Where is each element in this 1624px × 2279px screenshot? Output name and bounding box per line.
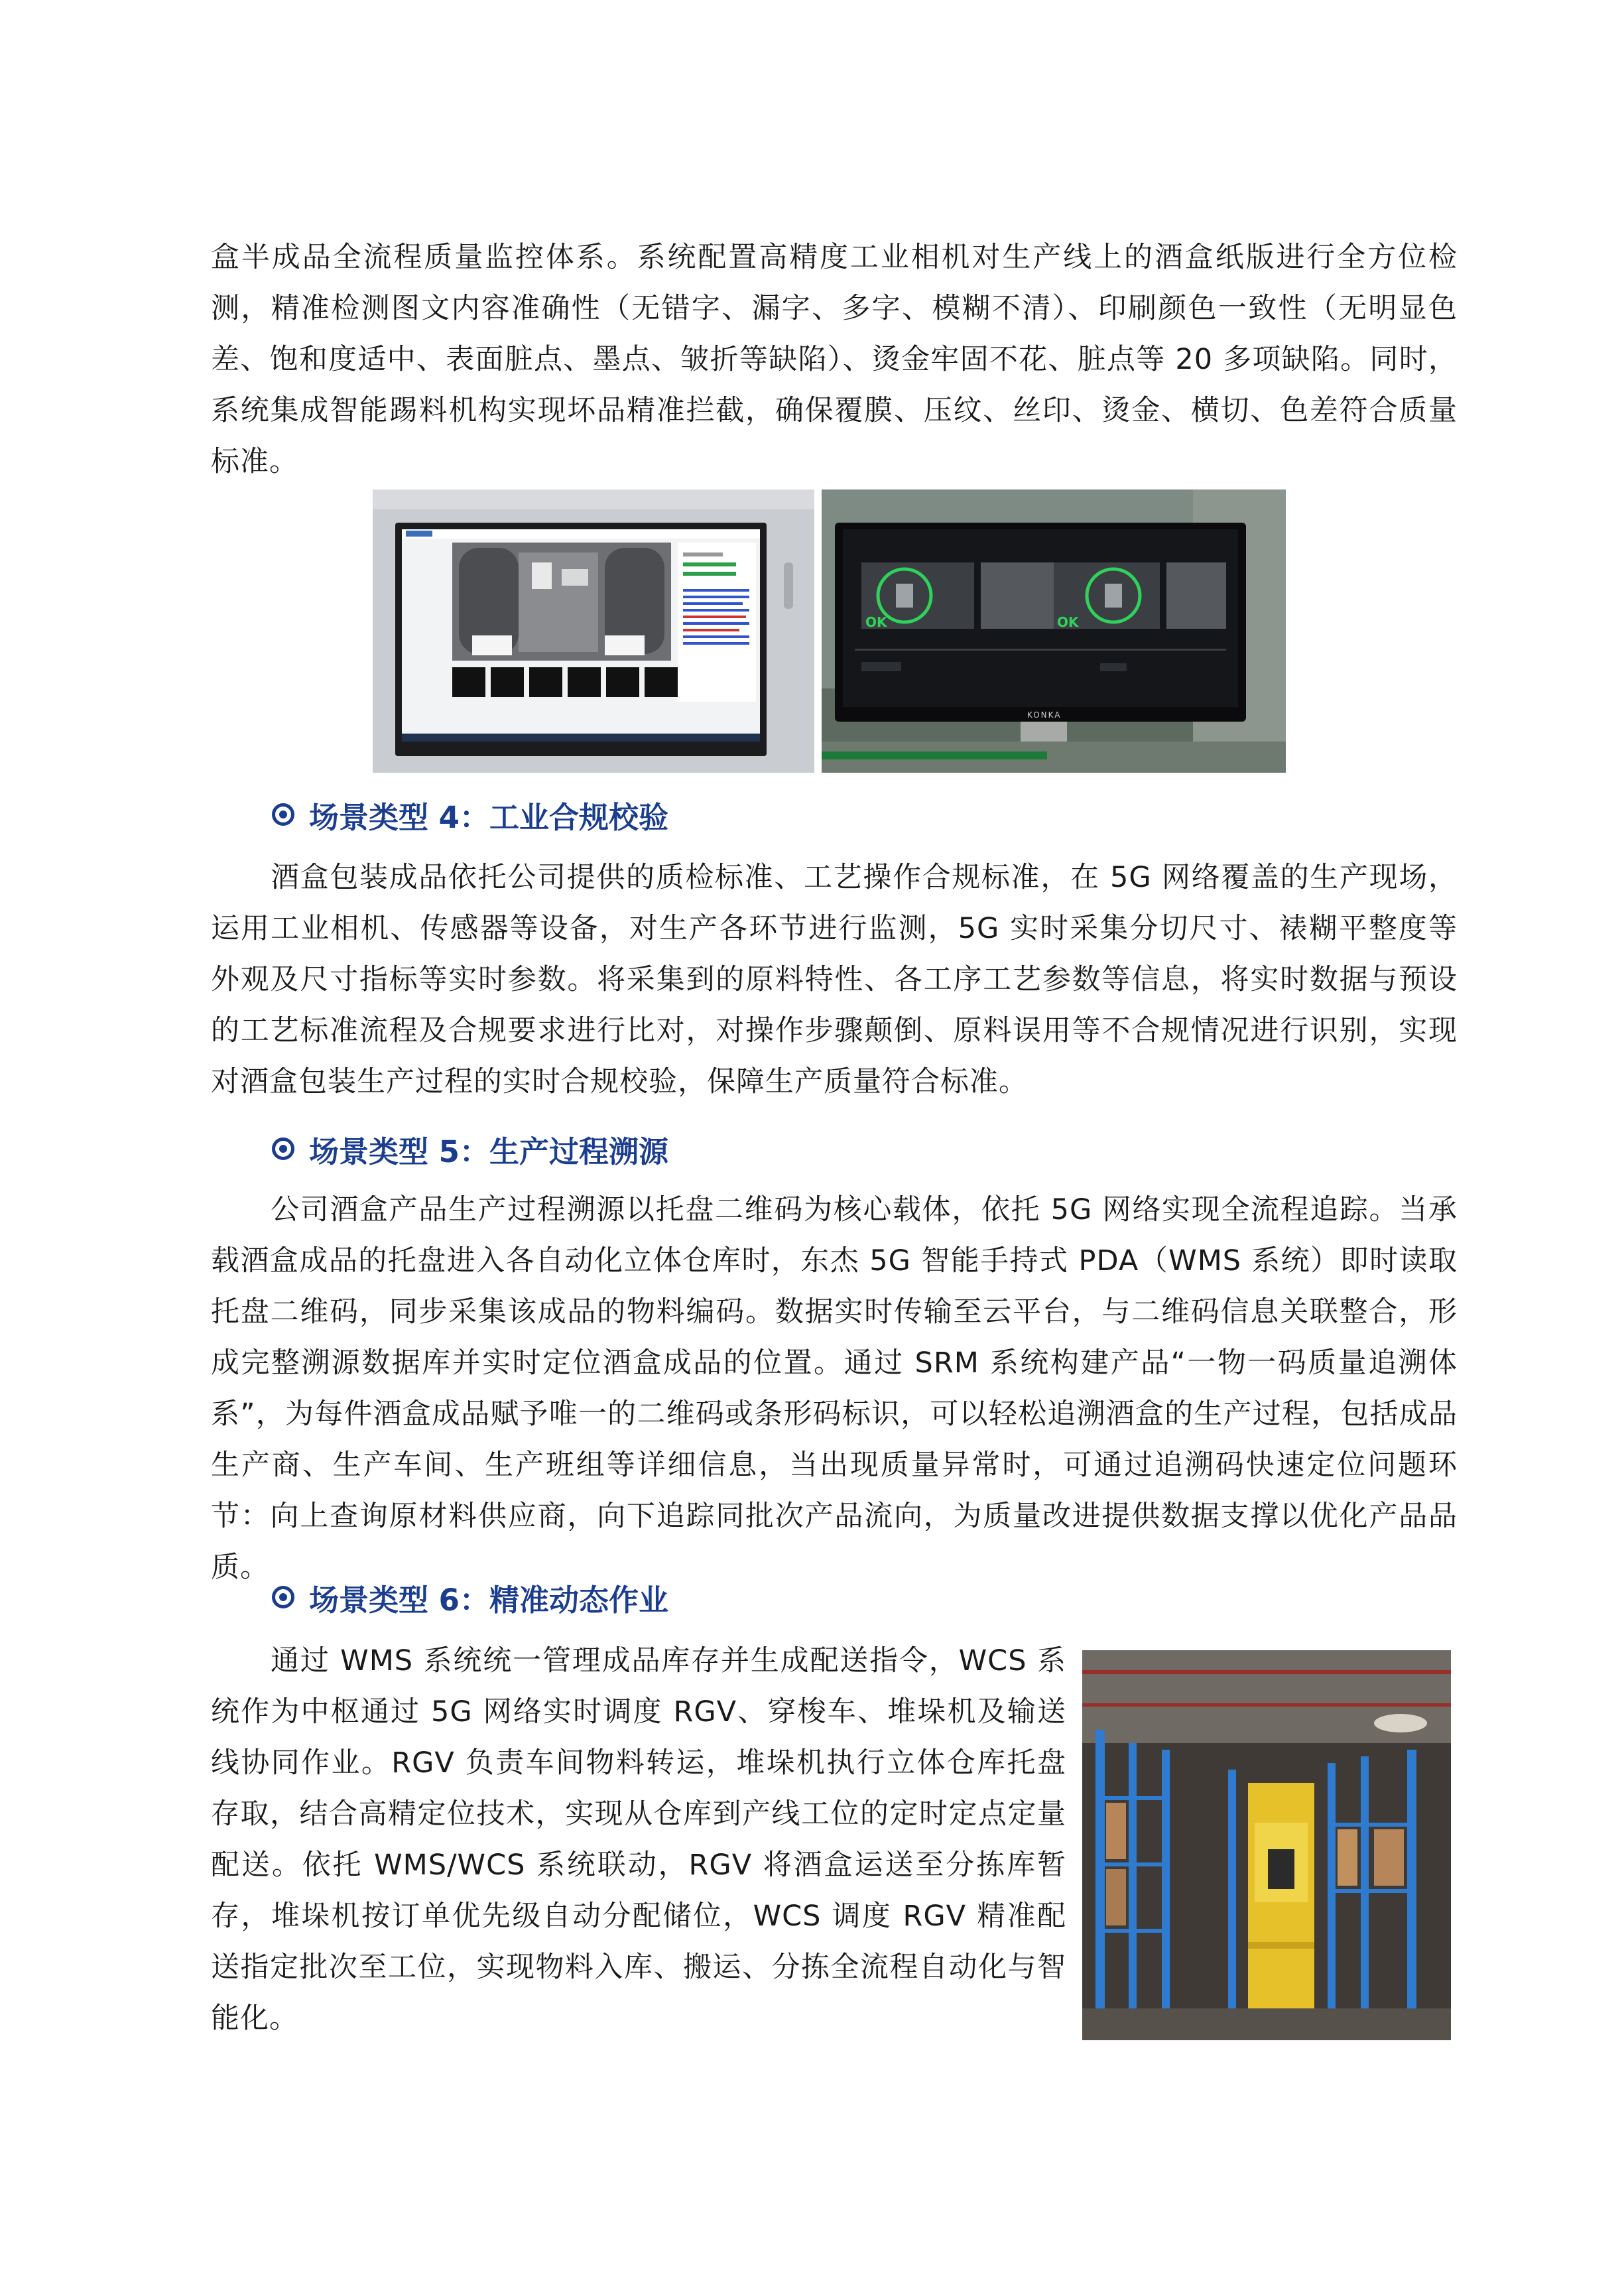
konka-brand-label: KONKA — [1027, 710, 1062, 720]
ok-label-left: OK — [865, 614, 887, 630]
section-heading-6-text: 场景类型 6：精准动态作业 — [309, 1582, 668, 1618]
section-4-paragraph: 酒盒包装成品依托公司提供的质检标准、工艺操作合规标准，在 5G 网络覆盖的生产现场，运用工业相机、传感器等设备，对生产各环节进行监测，5G 实时采集分切尺寸、裱糊平整度等外观及尺寸指标等实时参数。将采集到的原料特性、各工序工艺参数等信息，将实时数据与预设的工艺标准流程及合规要求进行比对，对操作步骤颠倒、原料误用等不合规情况进行识别，实现对酒盒包装生产过程的实时合规校验，保障生产质量符合标准。 — [211, 861, 1458, 1098]
section-heading-4 — [272, 788, 668, 841]
inspection-monitor-photo — [373, 489, 814, 773]
bullet-icon — [272, 803, 294, 826]
intro-paragraph: 盒半成品全流程质量监控体系。系统配置高精度工业相机对生产线上的酒盒纸版进行全方位检测，精准检测图文内容准确性（无错字、漏字、多字、模糊不清）、印刷颜色一致性（无明显色差、饱和度适中、表面脏点、墨点、皱折等缺陷）、烫金牢固不花、脏点等 20 多项缺陷。同时，系统集成智能踢料机构实现坏品精准拦截，确保覆膜、压纹、丝印、烫金、横切、色差符合质量标准。 — [211, 241, 1458, 478]
section-heading-6 — [272, 1571, 668, 1624]
section-5-paragraph: 公司酒盒产品生产过程溯源以托盘二维码为核心载体，依托 5G 网络实现全流程追踪。当承载酒盒成品的托盘进入各自动化立体仓库时，东杰 5G 智能手持式 PDA（WMS 系统）即时读取托盘二维码，同步采集该成品的物料编码。数据实时传输至云平台，与二维码信息关联整合，形成完整溯源数据库并实时定位酒盒成品的位置。通过 SRM 系统构建产品“一物一码质量追溯体系”，为每件酒盒成品赋予唯一的二维码或条形码标识，可以轻松追溯酒盒的生产过程，包括成品生产商、生产车间、生产班组等详细信息，当出现质量异常时，可通过追溯码快速定位问题环节：向上查询原材料供应商，向下追踪同批次产品流向，为质量改进提供数据支撑以优化产品品质。 — [211, 1193, 1458, 1584]
section-heading-4-text: 场景类型 4：工业合规校验 — [309, 799, 668, 835]
section-heading-5-text: 场景类型 5：生产过程溯源 — [309, 1134, 668, 1169]
bullet-icon — [272, 1586, 294, 1608]
bullet-icon — [272, 1138, 294, 1160]
ok-label-right: OK — [1057, 614, 1079, 630]
konka-monitor-photo — [822, 489, 1286, 773]
section-6-paragraph: 通过 WMS 系统统一管理成品库存并生成配送指令，WCS 系统作为中枢通过 5G 网络实时调度 RGV、穿梭车、堆垛机及输送线协同作业。RGV 负责车间物料转运，堆垛机执行立体仓库托盘存取，结合高精定位技术，实现从仓库到产线工位的定时定点定量配送。依托 WMS/WCS 系统联动，RGV 将酒盒运送至分拣库暂存，堆垛机按订单优先级自动分配储位，WCS 调度 RGV 精准配送指定批次至工位，实现物料入库、搬运、分拣全流程自动化与智能化。 — [211, 1644, 1066, 2035]
section-heading-5 — [272, 1122, 668, 1175]
warehouse-photo — [1082, 1650, 1451, 2040]
